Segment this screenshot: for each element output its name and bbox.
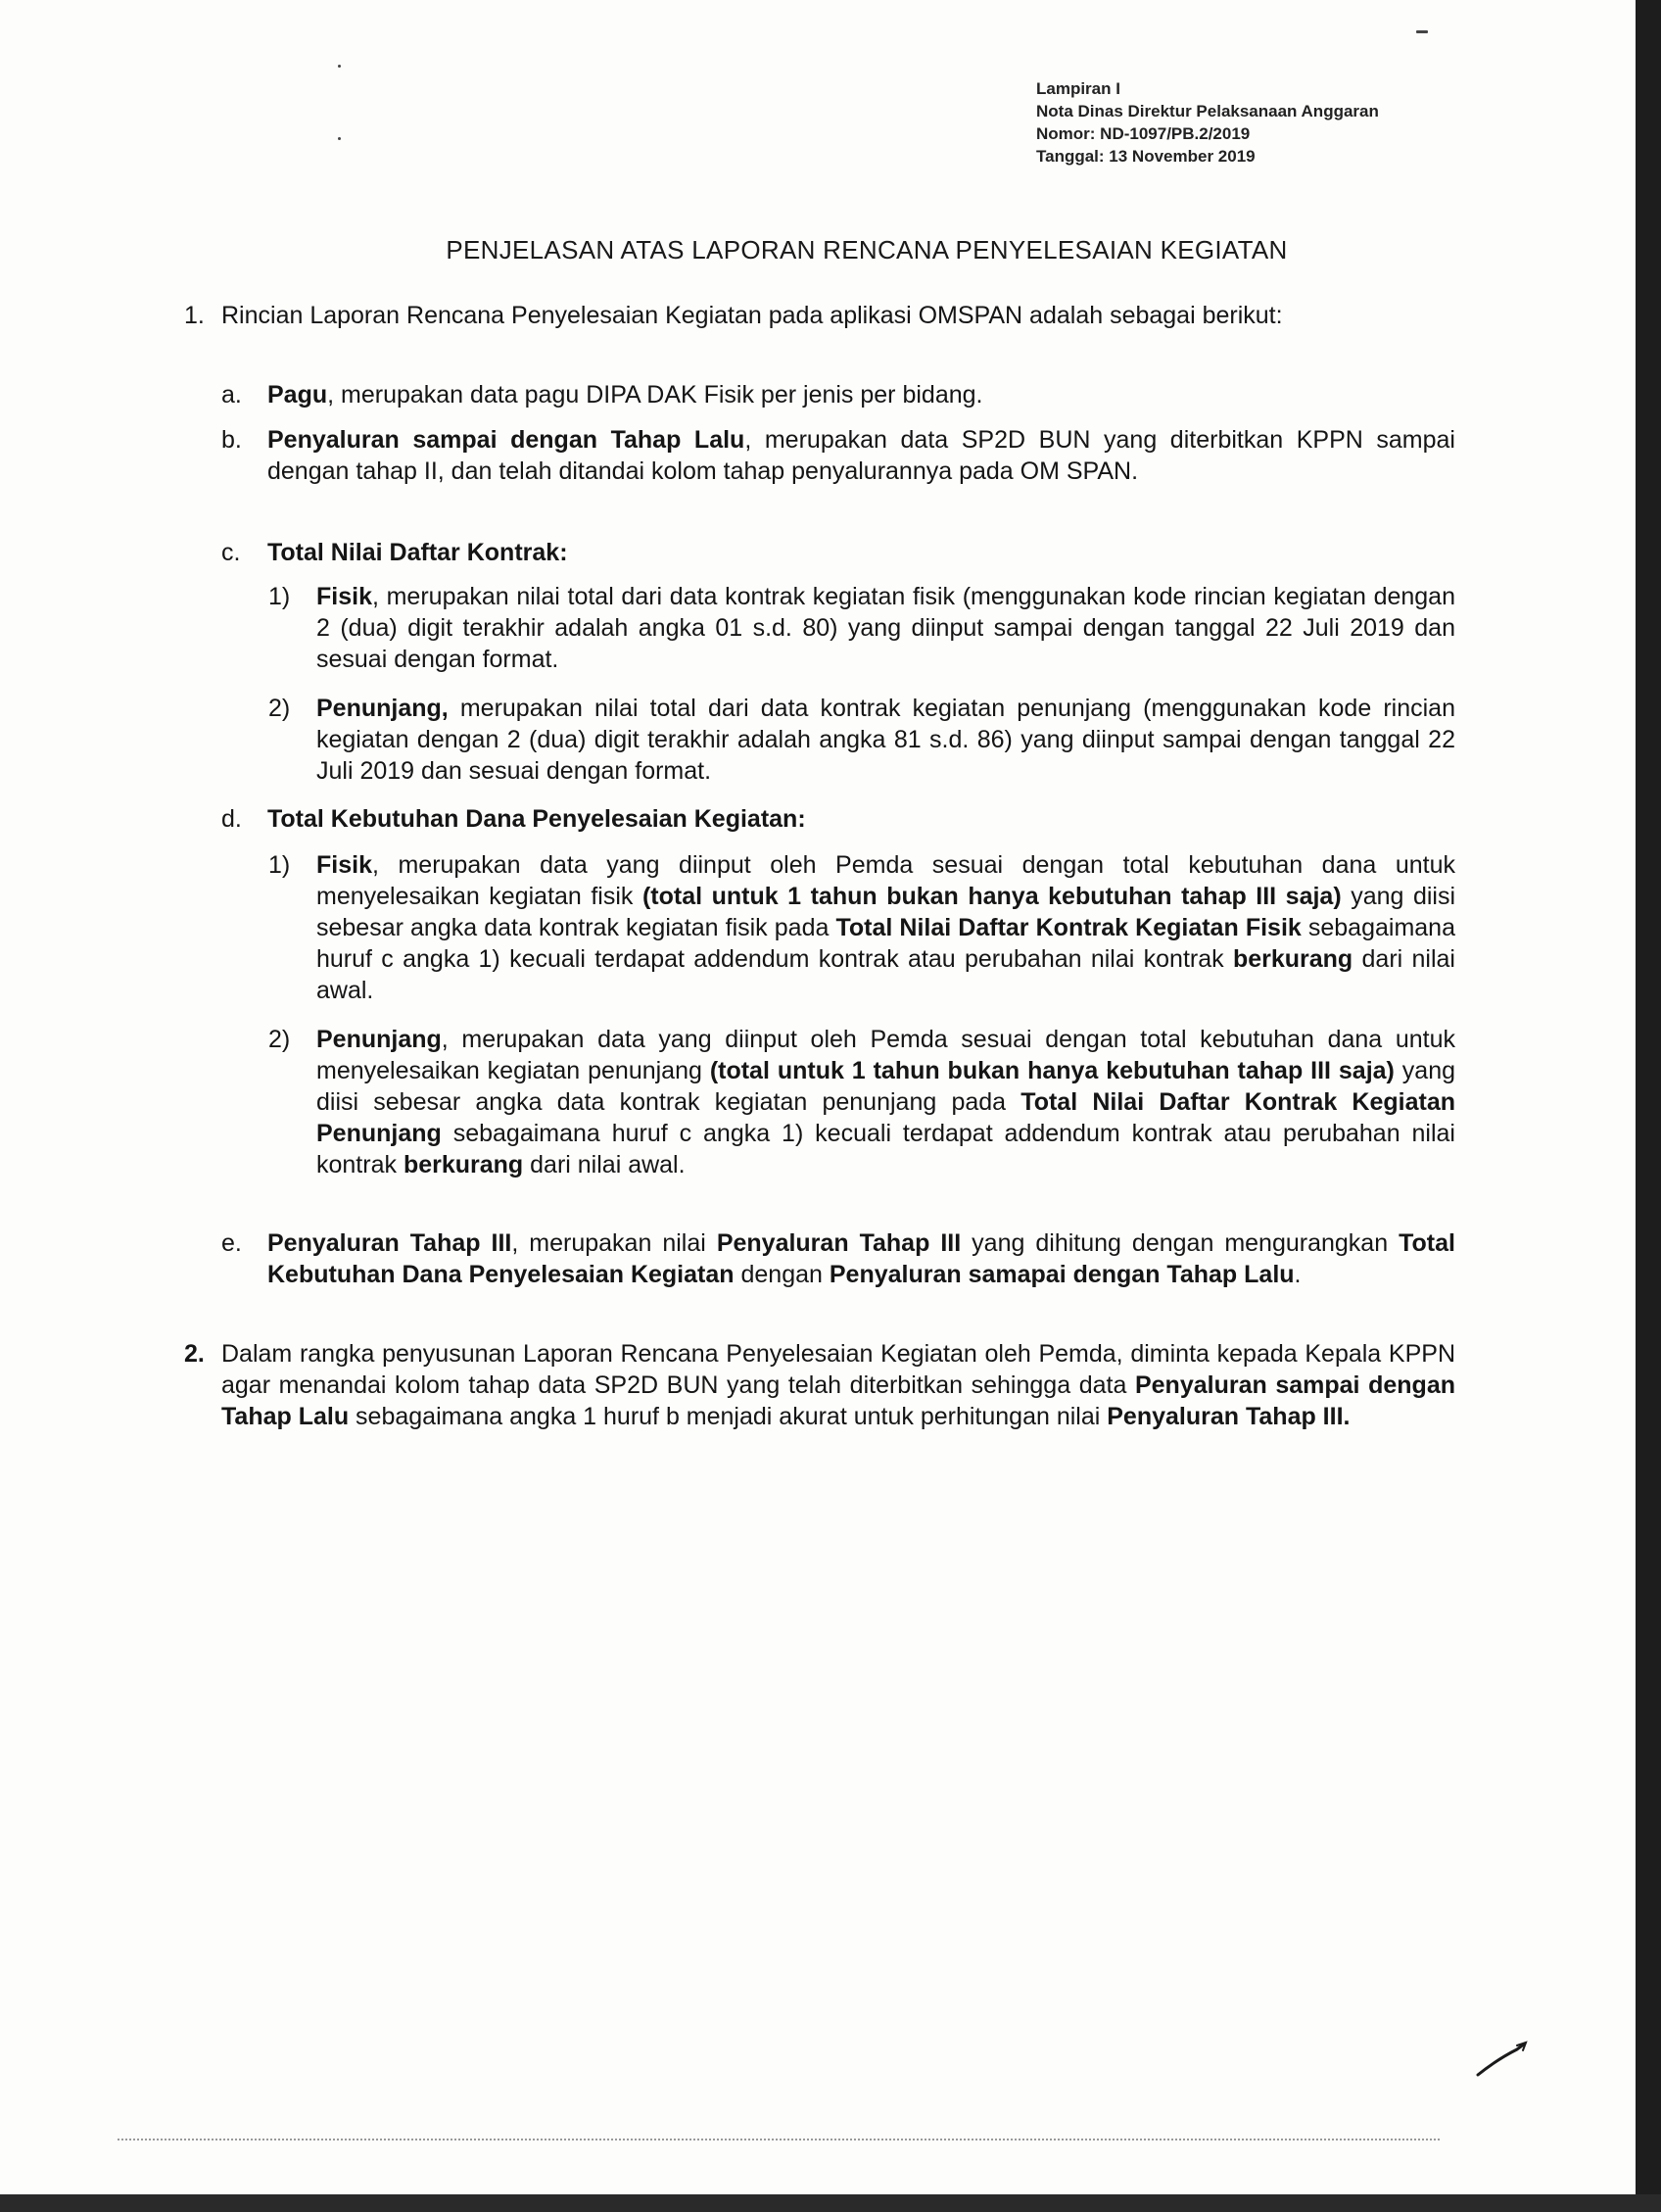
item-d1-part: yang diisi sebesar angka data kontrak kegiatan fisik pada: [316, 883, 1456, 941]
item-a-desc: , merupakan data pagu DIPA DAK Fisik per jenis per bidang.: [327, 381, 983, 409]
item-d-marker: d.: [221, 805, 242, 833]
item-e-part: , merupakan nilai: [511, 1229, 717, 1257]
item-c1-term: Fisik: [316, 583, 372, 610]
scan-right-edge: [1636, 0, 1661, 2212]
item-b-desc: , merupakan data SP2D BUN yang diterbitkan KPPN sampai dengan tahap II, dan telah ditandai kolom tahap penyalurannya pada OM SPAN.: [267, 426, 1455, 485]
item-d1-emphasis: Total Nilai Daftar Kontrak Kegiatan Fisik: [835, 914, 1302, 941]
header-nomor: Nomor: ND-1097/PB.2/2019: [1036, 124, 1251, 143]
item-e-emphasis: Penyaluran Tahap III: [716, 1229, 962, 1257]
item-e-marker: e.: [221, 1229, 242, 1257]
item-c1-marker: 1): [268, 583, 291, 610]
item-c2-marker: 2): [268, 695, 291, 722]
item-d2-part: yang diisi sebesar angka data kontrak kegiatan penunjang pada: [316, 1057, 1455, 1116]
item-d2-emphasis: Total Nilai Daftar Kontrak Kegiatan Penunjang: [316, 1088, 1456, 1147]
scan-speck: [338, 137, 341, 140]
item-b-text: [267, 424, 1455, 487]
item-2-part: Dalam rangka penyusunan Laporan Rencana Penyelesaian Kegiatan oleh Pemda, diminta kepada Kepala KPPN agar menandai kolom tahap data SP2D BUN yang telah diterbitkan sehingga data: [221, 1340, 1455, 1399]
document-title: PENJELASAN ATAS LAPORAN RENCANA PENYELESAIAN KEGIATAN: [446, 235, 1288, 264]
item-d1-part: dari nilai awal.: [316, 945, 1455, 1004]
item-d-heading: Total Kebutuhan Dana Penyelesaian Kegiatan:: [267, 805, 806, 833]
item-b-term: Penyaluran sampai dengan Tahap Lalu: [267, 426, 745, 454]
item-c1-text: [316, 581, 1455, 675]
attachment-header: [1036, 77, 1379, 168]
item-e-term: Penyaluran Tahap III: [267, 1229, 512, 1257]
item-a-term: Pagu: [267, 381, 328, 409]
item-e-emphasis: Total Kebutuhan Dana Penyelesaian Kegiatan: [267, 1229, 1455, 1288]
item-e-text: [267, 1227, 1455, 1290]
item-c2-desc: merupakan nilai total dari data kontrak kegiatan penunjang (menggunakan kode rincian kegiatan dengan 2 (dua) digit terakhir adalah angka 81 s.d. 86) yang diinput sampai dengan tanggal 22 Juli 2019 dan sesuai dengan format.: [316, 695, 1455, 785]
header-tanggal: Tanggal: 13 November 2019: [1036, 147, 1256, 166]
item-2-number: 2.: [184, 1340, 205, 1368]
item-d2-marker: 2): [268, 1026, 291, 1053]
item-e-part: yang dihitung dengan mengurangkan: [961, 1229, 1400, 1257]
item-e-part: dengan: [734, 1261, 830, 1288]
item-d1-part: , merupakan data yang diinput oleh Pemda sesuai dengan total kebutuhan dana untuk menyelesaikan kegiatan fisik: [316, 851, 1455, 910]
pen-mark-icon: [1474, 2040, 1533, 2079]
item-2-emphasis: Penyaluran sampai dengan Tahap Lalu: [221, 1371, 1455, 1430]
item-d2-term: Penunjang: [316, 1026, 442, 1053]
item-d1-part: sebagaimana huruf c angka 1) kecuali terdapat addendum kontrak atau perubahan nilai kontrak: [316, 914, 1455, 973]
item-e-emphasis: Penyaluran samapai dengan Tahap Lalu: [829, 1261, 1295, 1288]
scan-speck: [1416, 30, 1428, 33]
item-d1-text: [316, 849, 1455, 1006]
header-nota: Nota Dinas Direktur Pelaksanaan Anggaran: [1036, 102, 1379, 120]
item-2-text: [221, 1338, 1455, 1432]
item-2-part: sebagaimana angka 1 huruf b menjadi akurat untuk perhitungan nilai: [349, 1403, 1108, 1430]
item-c-marker: c.: [221, 539, 241, 566]
item-c2-term: Penunjang,: [316, 695, 449, 722]
item-e-part: .: [1294, 1261, 1302, 1288]
item-d1-term: Fisik: [316, 851, 372, 879]
item-d2-part: sebagaimana huruf c angka 1) kecuali terdapat addendum kontrak atau perubahan nilai kontrak: [316, 1120, 1455, 1178]
scan-speck: [338, 65, 341, 68]
header-lampiran: Lampiran I: [1036, 79, 1120, 98]
item-1-number: 1.: [184, 302, 205, 329]
item-d1-emphasis: berkurang: [1232, 945, 1353, 973]
item-b-marker: b.: [221, 426, 242, 454]
item-c2-text: [316, 693, 1455, 787]
item-c1-desc: , merupakan nilai total dari data kontrak kegiatan fisik (menggunakan kode rincian kegiatan dengan 2 (dua) digit terakhir adalah angka 01 s.d. 80) yang diinput sampai dengan tanggal 22 Juli 2019 dan sesuai dengan format.: [316, 583, 1455, 673]
item-d2-part: dari nilai awal.: [523, 1151, 686, 1178]
item-a-marker: a.: [221, 381, 242, 409]
scan-bottom-edge: [0, 2194, 1661, 2212]
item-d2-text: [316, 1024, 1455, 1180]
item-d2-emphasis: (total untuk 1 tahun bukan hanya kebutuhan tahap III saja): [709, 1057, 1395, 1084]
item-2-emphasis: Penyaluran Tahap III.: [1107, 1403, 1351, 1430]
item-d1-emphasis: (total untuk 1 tahun bukan hanya kebutuhan tahap III saja): [641, 883, 1342, 910]
item-c-heading: Total Nilai Daftar Kontrak:: [267, 539, 568, 566]
item-a-text: [267, 379, 1455, 410]
item-1-text: Rincian Laporan Rencana Penyelesaian Kegiatan pada aplikasi OMSPAN adalah sebagai berikut:: [221, 302, 1283, 329]
item-d2-emphasis: berkurang: [403, 1151, 524, 1178]
item-d2-part: , merupakan data yang diinput oleh Pemda sesuai dengan total kebutuhan dana untuk menyelesaikan kegiatan penunjang: [316, 1026, 1455, 1084]
scan-dotted-line: [118, 2139, 1440, 2140]
item-d1-marker: 1): [268, 851, 291, 879]
